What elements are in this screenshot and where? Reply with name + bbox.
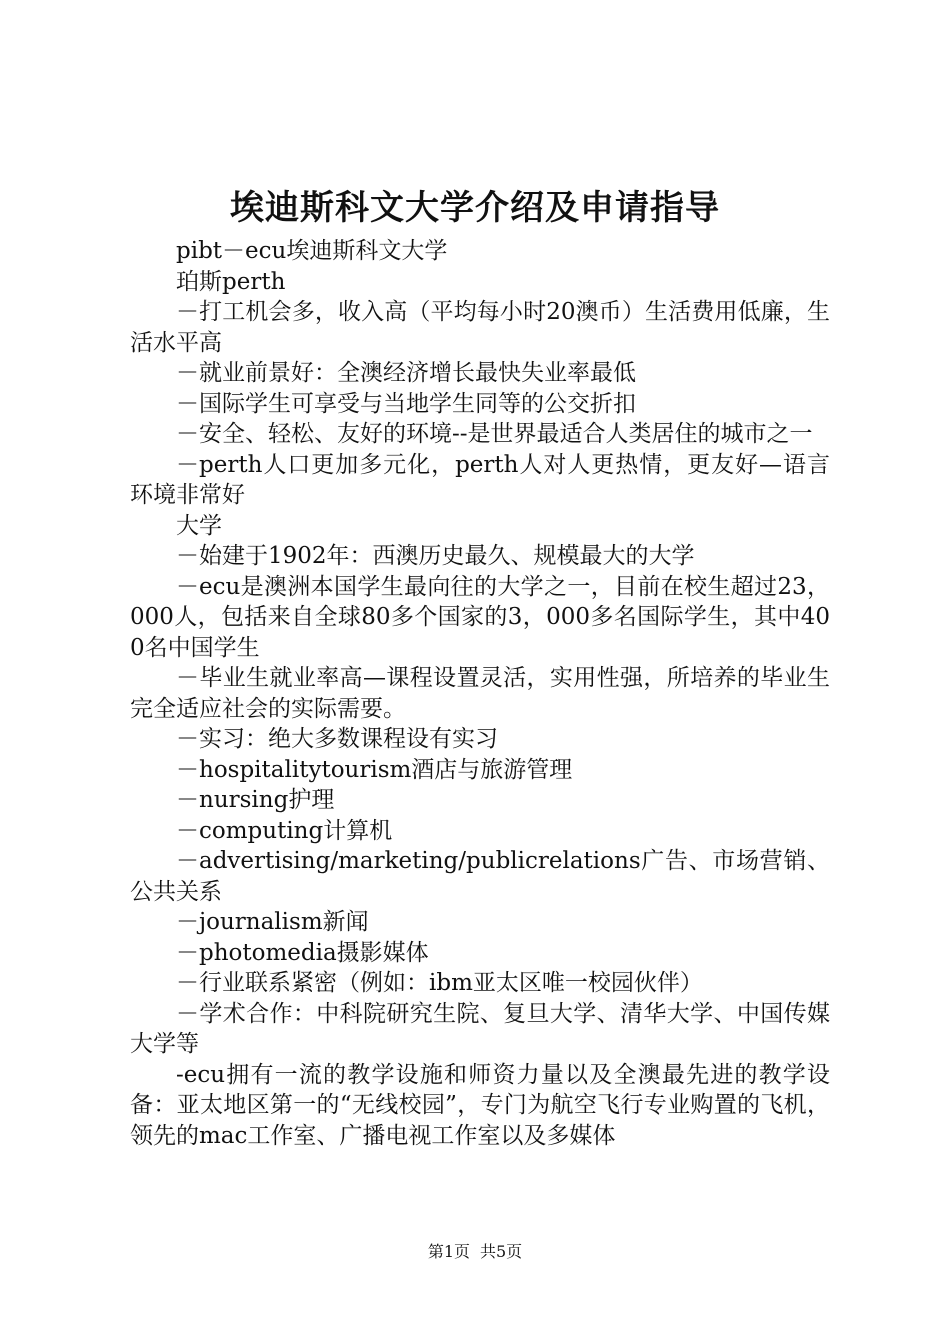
- page-footer: [0, 1241, 950, 1263]
- paragraph: －打工机会多，收入高（平均每小时20澳币）生活费用低廉，生活水平高: [130, 299, 830, 356]
- paragraph: －hospitalitytourism酒店与旅游管理: [176, 756, 573, 783]
- paragraph: 大学: [176, 512, 222, 539]
- paragraph: －computing计算机: [176, 817, 393, 844]
- paragraph: －安全、轻松、友好的环境--是世界最适合人类居住的城市之一: [176, 421, 813, 447]
- paragraph: －始建于1902年：西澳历史最久、规模最大的大学: [176, 543, 695, 569]
- paragraph: －就业前景好：全澳经济增长最快失业率最低: [176, 360, 636, 386]
- page-number: 第1页: [427, 1242, 470, 1261]
- paragraph: －perth人口更加多元化，perth人对人更热情，更友好—语言环境非常好: [130, 451, 830, 508]
- paragraph: pibt－ecu埃迪斯科文大学: [176, 238, 448, 264]
- paragraph: －journalism新闻: [176, 909, 369, 935]
- paragraph: －行业联系紧密（例如：ibm亚太区唯一校园伙伴）: [176, 970, 703, 996]
- paragraph: －advertising/marketing/publicrelations广告、市场营销、公共关系: [130, 848, 830, 905]
- paragraph: －实习：绝大多数课程设有实习: [176, 726, 498, 752]
- paragraph: 珀斯perth: [176, 268, 286, 295]
- document-title: 埃迪斯科文大学介绍及申请指导: [230, 188, 720, 228]
- paragraph: －学术合作：中科院研究生院、复旦大学、清华大学、中国传媒大学等: [130, 1000, 830, 1057]
- paragraph: －photomedia摄影媒体: [176, 939, 429, 966]
- paragraph: －nursing护理: [176, 787, 335, 813]
- paragraph: －ecu是澳洲本国学生最向往的大学之一，目前在校生超过23，000人，包括来自全球80多个国家的3，000多名国际学生，其中400名中国学生: [130, 573, 830, 661]
- paragraph: －国际学生可享受与当地学生同等的公交折扣: [176, 390, 636, 417]
- paragraph: -ecu拥有一流的教学设施和师资力量以及全澳最先进的教学设备：亚太地区第一的“无线校园”，专门为航空飞行专业购置的飞机，领先的mac工作室、广播电视工作室以及多媒体: [130, 1061, 830, 1149]
- paragraph: －毕业生就业率高—课程设置灵活，实用性强，所培养的毕业生完全适应社会的实际需要。: [130, 665, 830, 722]
- document-body: [130, 236, 830, 1151]
- page-total: 共5页: [480, 1242, 523, 1261]
